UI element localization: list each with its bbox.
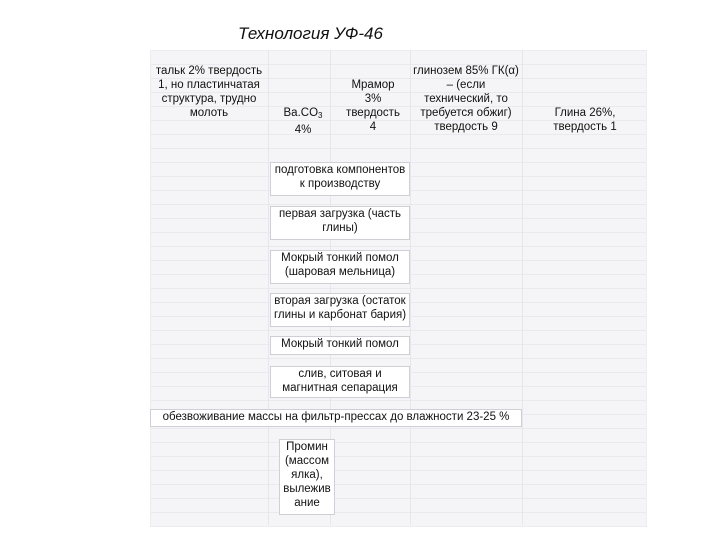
grid-line (522, 50, 523, 525)
component-marble: Мрамор 3% твердость 4 (346, 79, 400, 133)
step-first-loading: первая загрузка (часть глины) (270, 206, 410, 240)
step-aging: Промин (массом ялка), вылежив ание (279, 439, 335, 515)
component-barium-percent: 4% (294, 124, 312, 136)
grid-line (410, 50, 411, 525)
grid-line (268, 50, 269, 525)
step-dewatering: обезвоживание массы на фильтр-прессах до влажности 23-25 % (150, 409, 522, 427)
step-draining-separation: слив, ситовая и магнитная сепарация (270, 366, 410, 398)
component-barium-subscript: 3 (318, 111, 323, 120)
component-barium-carbonate (278, 106, 328, 137)
step-preparation: подготовка компонентов к производству (270, 162, 410, 196)
component-alumina: глинозем 85% ГК(α) – (если технический, то требуется обжиг) твердость 9 (413, 65, 519, 133)
step-wet-grinding: Мокрый тонкий помол (270, 336, 410, 355)
step-wet-grinding-ball-mill: Мокрый тонкий помол (шаровая мельница) (270, 250, 410, 284)
component-barium-name: Ba.CO (283, 107, 319, 119)
component-clay: Глина 26%, твердость 1 (553, 107, 617, 133)
page-title: Технология УФ-46 (238, 24, 383, 43)
step-second-loading: вторая загрузка (остаток глины и карбонат бария) (270, 293, 410, 327)
component-talc: тальк 2% твердость 1, но пластинчатая структура, трудно молоть (155, 65, 263, 119)
